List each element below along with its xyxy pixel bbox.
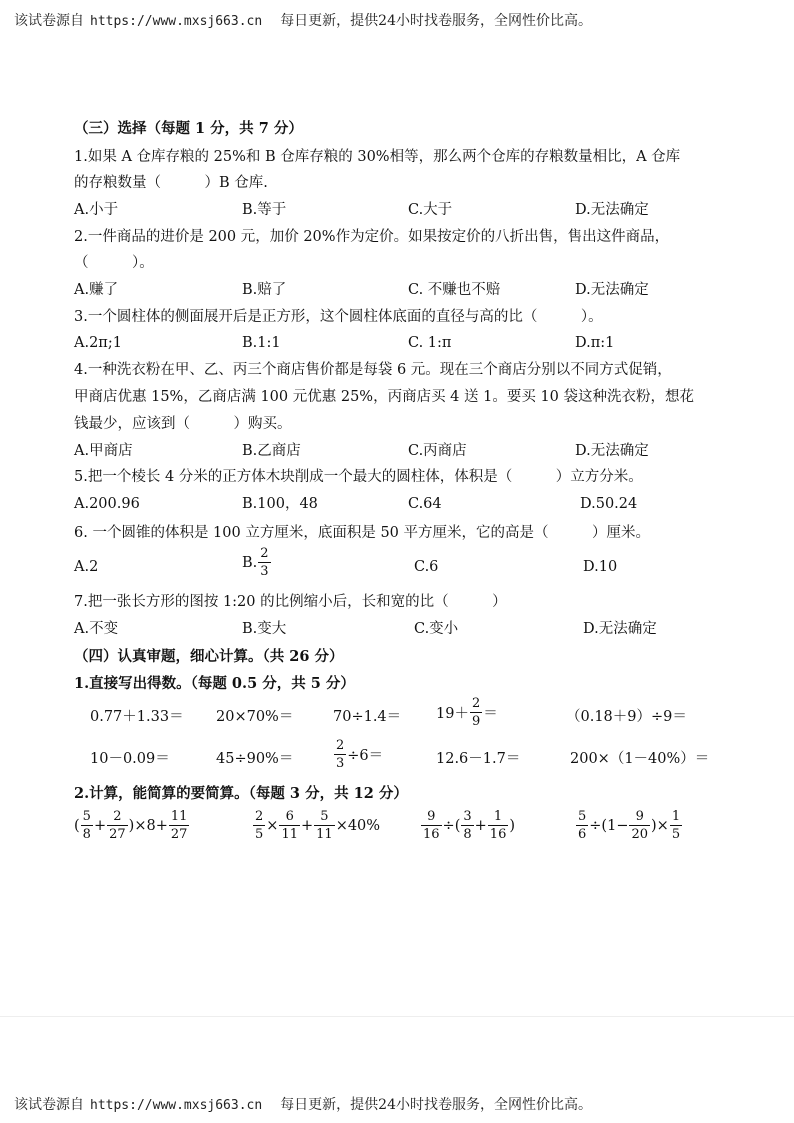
q1-line2: 的存粮数量（ ）B 仓库. <box>74 175 268 191</box>
footer-url[interactable]: https://www.mxsj663.cn <box>90 1098 263 1113</box>
q1-option-a: A.小于 <box>74 202 119 218</box>
page-header <box>14 10 592 30</box>
q1-option-b: B.等于 <box>242 202 287 218</box>
q4-option-c: C.丙商店 <box>408 443 467 459</box>
q2-line2: （ ）。 <box>74 255 154 271</box>
q6-option-b-fraction: $\frac{2}{3}$ <box>260 546 269 579</box>
q4-line3: 钱最少，应该到（ ）购买。 <box>74 416 292 432</box>
calc-r2-e2: 45÷90%＝ <box>216 751 294 767</box>
q4-line1: 4.一种洗衣粉在甲、乙、丙三个商店售价都是每袋 6 元。现在三个商店分别以不同方式促销， <box>74 362 672 378</box>
calc2-e3: $\frac{9}{16}$ ÷( $\frac{3}{8}$ + $\frac{1}{16}$ ) <box>423 809 516 842</box>
section4-title: （四）认真审题，细心计算。（共 26 分） <box>74 648 344 665</box>
q1-line1: 1.如果 A 仓库存粮的 25%和 B 仓库存粮的 30%相等，那么两个仓库的存粮数量相比，A 仓库 <box>74 149 681 165</box>
calc-r1-e4: 19＋ $\frac{2}{9}$ ＝ <box>436 696 498 729</box>
q5-option-b: B.100，48 <box>242 496 318 512</box>
calc-r1-e3: 70÷1.4＝ <box>333 709 402 725</box>
q5-option-c: C.64 <box>408 496 442 512</box>
q3-option-d: D.π:1 <box>575 335 615 351</box>
footer-suffix: 每日更新，提供24小时找卷服务，全网性价比高。 <box>280 1097 593 1113</box>
part1-title: 1.直接写出得数。（每题 0.5 分，共 5 分） <box>74 675 355 692</box>
q2-option-c: C. 不赚也不赔 <box>408 282 501 298</box>
calc-r1-e1: 0.77＋1.33＝ <box>90 709 184 725</box>
calc-r2-e4: 12.6－1.7＝ <box>436 751 521 767</box>
footer-prefix: 该试卷源自 <box>14 1097 84 1113</box>
page-footer <box>14 1094 592 1114</box>
q7-line1: 7.把一张长方形的图按 1:20 的比例缩小后，长和宽的比（ ） <box>74 594 507 610</box>
calc-r2-e3: $\frac{2}{3}$ ÷6＝ <box>336 738 384 771</box>
q7-option-c: C.变小 <box>414 621 459 637</box>
header-url[interactable]: https://www.mxsj663.cn <box>90 14 263 29</box>
q4-option-d: D.无法确定 <box>575 443 649 459</box>
q3-line1: 3.一个圆柱体的侧面展开后是正方形，这个圆柱体底面的直径与高的比（ ）。 <box>74 309 603 325</box>
calc-r2-e1: 10－0.09＝ <box>90 751 170 767</box>
calc-r1-e2: 20×70%＝ <box>216 709 294 725</box>
q7-option-a: A.不变 <box>74 621 119 637</box>
q6-option-a: A.2 <box>74 559 99 575</box>
calc-r2-e5: 200×（1－40%）＝ <box>570 751 710 767</box>
q1-option-d: D.无法确定 <box>575 202 649 218</box>
calc2-e2: $\frac{2}{5}$ × $\frac{6}{11}$ + $\frac{5}{11}$ ×40% <box>255 809 381 842</box>
q2-option-d: D.无法确定 <box>575 282 649 298</box>
q2-option-b: B.赔了 <box>242 282 287 298</box>
calc2-e1: ( $\frac{5}{8}$ + $\frac{2}{27}$ )×8+ $\frac{11}{27}$ <box>74 809 188 842</box>
q4-option-b: B.乙商店 <box>242 443 301 459</box>
q6-option-b <box>242 547 272 578</box>
q5-option-a: A.200.96 <box>74 496 140 512</box>
q3-option-b: B.1:1 <box>242 335 281 351</box>
q2-option-a: A.赚了 <box>74 282 119 298</box>
q5-option-d: D.50.24 <box>580 496 638 512</box>
calc-r2-e3-fraction: $\frac{2}{3}$ <box>336 738 345 771</box>
page-divider <box>0 1016 794 1017</box>
q4-line2: 甲商店优惠 15%，乙商店满 100 元优惠 25%，丙商店买 4 送 1。要买 10 袋这种洗衣粉，想花 <box>74 389 695 405</box>
section3-title: （三）选择（每题 1 分，共 7 分） <box>74 120 303 137</box>
q6-line1: 6. 一个圆锥的体积是 100 立方厘米，底面积是 50 平方厘米，它的高是（ ）厘米。 <box>74 525 651 541</box>
q1-option-c: C.大于 <box>408 202 453 218</box>
calc-r1-e5: （0.18＋9）÷9＝ <box>566 709 687 725</box>
q3-option-a: A.2π;1 <box>74 335 122 351</box>
q3-option-c: C. 1:π <box>408 335 452 351</box>
calc-r1-e4-fraction: $\frac{2}{9}$ <box>471 696 481 729</box>
header-prefix: 该试卷源自 <box>14 13 84 29</box>
q6-option-b-prefix: B. <box>242 554 258 571</box>
q5-line1: 5.把一个棱长 4 分米的正方体木块削成一个最大的圆柱体，体积是（ ）立方分米。 <box>74 469 643 485</box>
q6-option-d: D.10 <box>583 559 618 575</box>
q2-line1: 2.一件商品的进价是 200 元，加价 20%作为定价。如果按定价的八折出售，售出这件商品， <box>74 229 670 245</box>
q6-option-c: C.6 <box>414 559 439 575</box>
q7-option-b: B.变大 <box>242 621 287 637</box>
calc2-e4: $\frac{5}{6}$ ÷(1− $\frac{9}{20}$ )× $\frac{1}{5}$ <box>578 809 681 842</box>
part2-title: 2.计算，能简算的要简算。（每题 3 分，共 12 分） <box>74 785 408 802</box>
header-suffix: 每日更新，提供24小时找卷服务，全网性价比高。 <box>280 13 593 29</box>
q7-option-d: D.无法确定 <box>583 621 657 637</box>
q4-option-a: A.甲商店 <box>74 443 133 459</box>
